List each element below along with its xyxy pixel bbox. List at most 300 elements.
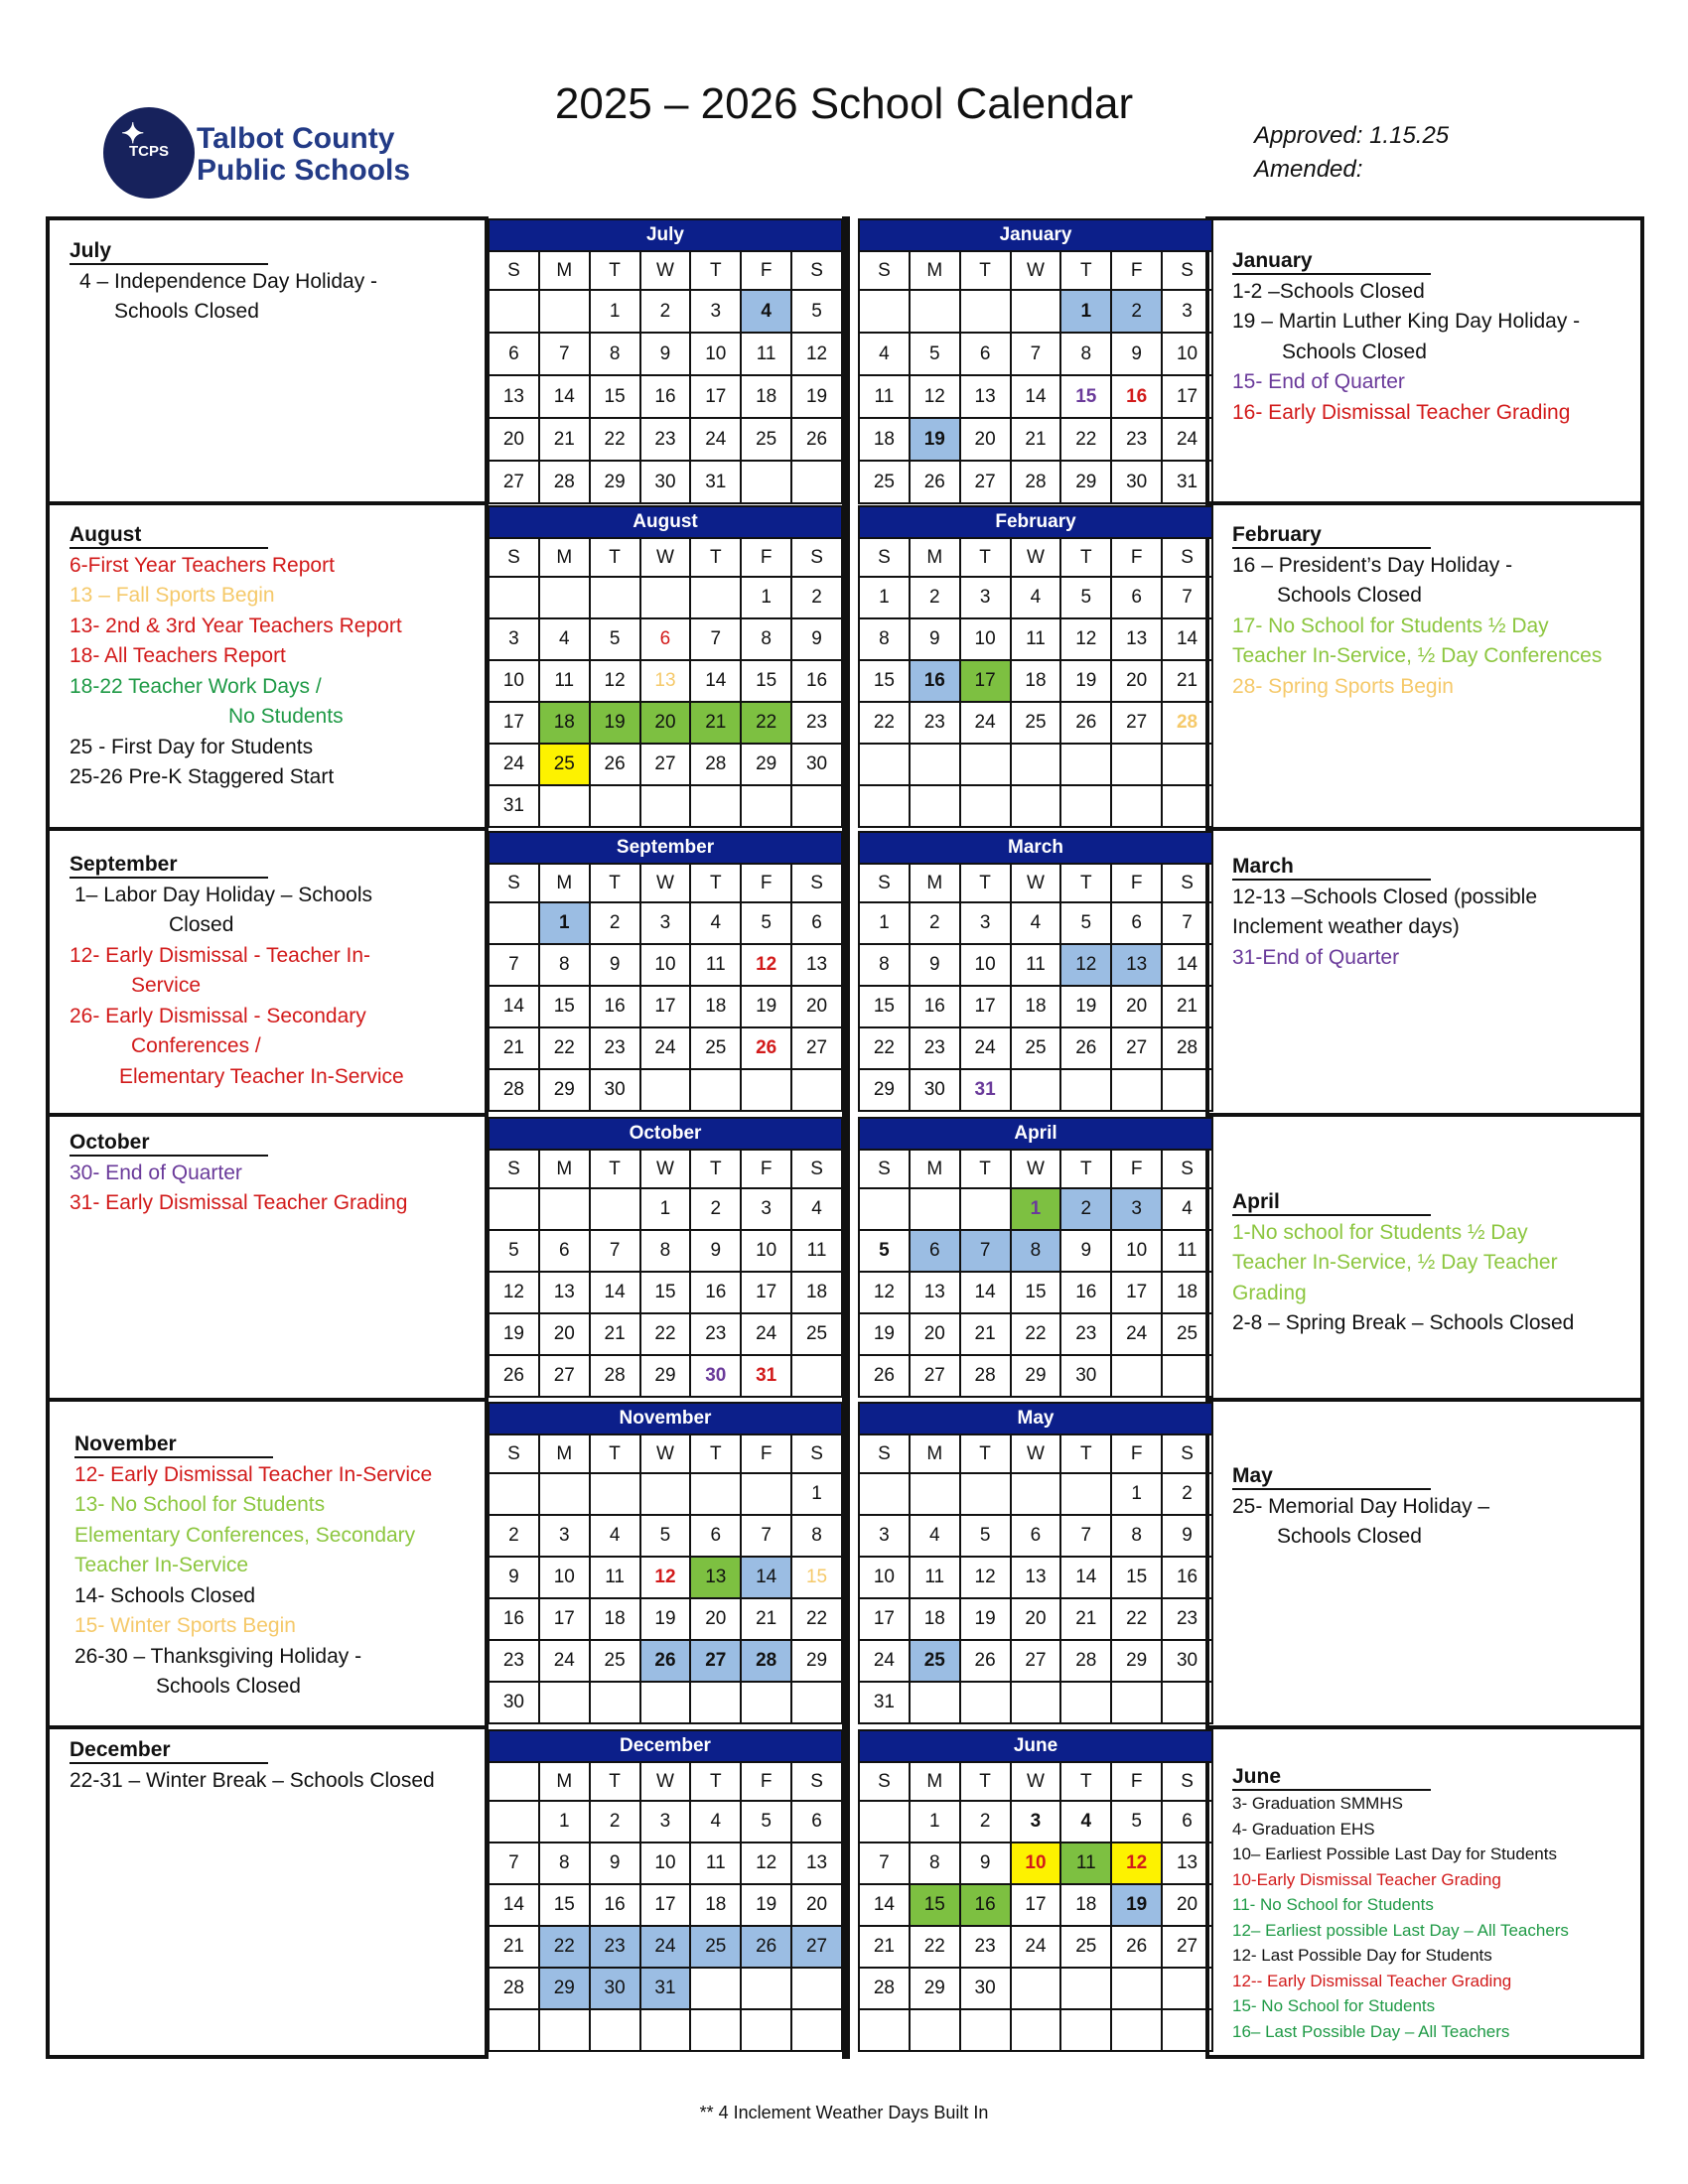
day-cell: 7: [1011, 333, 1061, 375]
day-cell: 28: [960, 1355, 1011, 1397]
day-cell: 30: [590, 1968, 640, 2009]
day-cell: 27: [791, 1926, 842, 1968]
month-header: October: [489, 1118, 842, 1150]
day-cell: 18: [1162, 1272, 1212, 1313]
note-line: 18-22 Teacher Work Days /: [70, 674, 322, 698]
day-cell: 3: [960, 902, 1011, 944]
day-cell: 14: [539, 375, 590, 418]
left-divider: [46, 1398, 489, 1402]
weekday-label: S: [489, 864, 539, 902]
weekday-label: S: [859, 864, 910, 902]
day-cell: 29: [741, 744, 791, 785]
week-row: [859, 2009, 1212, 2051]
day-cell: 6: [791, 1801, 842, 1843]
day-cell: 8: [1011, 1230, 1061, 1272]
empty-cell: [1011, 1682, 1061, 1723]
weekday-label: W: [1011, 1150, 1061, 1188]
empty-cell: [910, 290, 960, 333]
day-cell: 1: [539, 1801, 590, 1843]
empty-cell: [1060, 1473, 1111, 1515]
day-cell: 24: [640, 1027, 691, 1069]
day-cell: 12: [859, 1272, 910, 1313]
empty-cell: [1011, 744, 1061, 785]
note-line: 4 – Independence Day Holiday -: [79, 269, 378, 293]
day-cell: 26: [791, 418, 842, 461]
day-cell: 19: [741, 1884, 791, 1926]
note-august: [70, 520, 402, 793]
week-row: [489, 1557, 842, 1598]
weekday-label: T: [1060, 538, 1111, 577]
day-cell: 2: [791, 577, 842, 618]
weekday-label: F: [1111, 1150, 1162, 1188]
day-cell: 20: [791, 1884, 842, 1926]
week-row: [489, 986, 842, 1027]
note-line: Teacher In-Service, ½ Day Teacher: [1232, 1251, 1558, 1274]
week-row: [859, 1843, 1212, 1884]
empty-cell: [690, 2009, 741, 2051]
weekday-label: F: [1111, 864, 1162, 902]
day-cell: 26: [741, 1926, 791, 1968]
note-december: [70, 1735, 435, 1796]
week-row: [489, 785, 842, 827]
day-cell: 3: [960, 577, 1011, 618]
note-line: 16- Early Dismissal Teacher Grading: [1232, 400, 1571, 424]
weekday-row: [859, 251, 1212, 290]
weekday-label: S: [489, 1434, 539, 1473]
empty-cell: [539, 1473, 590, 1515]
day-cell: 28: [690, 744, 741, 785]
calendar-july: [488, 218, 843, 504]
day-cell: 30: [590, 1069, 640, 1111]
week-row: [859, 986, 1212, 1027]
day-cell: 23: [791, 702, 842, 744]
empty-cell: [1162, 1968, 1212, 2009]
day-cell: 25: [1011, 1027, 1061, 1069]
month-header: February: [859, 506, 1212, 538]
week-row: [859, 1884, 1212, 1926]
day-cell: 22: [910, 1926, 960, 1968]
day-cell: 18: [590, 1598, 640, 1640]
empty-cell: [1011, 785, 1061, 827]
day-cell: 15: [859, 986, 910, 1027]
day-cell: 4: [1011, 577, 1061, 618]
empty-cell: [791, 2009, 842, 2051]
day-cell: 13: [1111, 618, 1162, 660]
note-line: 17- No School for Students ½ Day: [1232, 614, 1549, 637]
day-cell: 9: [1162, 1515, 1212, 1557]
day-cell: 24: [690, 418, 741, 461]
calendar-february: [858, 505, 1213, 828]
week-row: [489, 1843, 842, 1884]
day-cell: 8: [1111, 1515, 1162, 1557]
note-line: 25 - First Day for Students: [70, 735, 314, 758]
right-divider: [1205, 501, 1644, 505]
empty-cell: [1162, 1069, 1212, 1111]
day-cell: 23: [960, 1926, 1011, 1968]
empty-cell: [1162, 1355, 1212, 1397]
day-cell: 26: [859, 1355, 910, 1397]
empty-cell: [741, 1473, 791, 1515]
day-cell: 10: [1162, 333, 1212, 375]
day-cell: 22: [859, 702, 910, 744]
weekday-label: T: [1060, 1762, 1111, 1801]
logo-line2: Public Schools: [197, 154, 411, 187]
week-row: [489, 1884, 842, 1926]
weekday-label: T: [590, 1434, 640, 1473]
weekday-label: F: [741, 1762, 791, 1801]
weekday-label: M: [910, 538, 960, 577]
note-line: 22-31 – Winter Break – Schools Closed: [70, 1768, 435, 1792]
day-cell: 28: [1011, 461, 1061, 503]
day-cell: 30: [960, 1968, 1011, 2009]
day-cell: 2: [1162, 1473, 1212, 1515]
day-cell: 13: [1162, 1843, 1212, 1884]
day-cell: 28: [1060, 1640, 1111, 1682]
week-row: [489, 577, 842, 618]
note-heading: November: [74, 1433, 273, 1458]
day-cell: 20: [791, 986, 842, 1027]
empty-cell: [1111, 1682, 1162, 1723]
day-cell: 1: [1111, 1473, 1162, 1515]
day-cell: 9: [489, 1557, 539, 1598]
day-cell: 19: [640, 1598, 691, 1640]
day-cell: 16: [640, 375, 691, 418]
weekday-label: S: [859, 1150, 910, 1188]
day-cell: 3: [741, 1188, 791, 1230]
note-line: Closed: [169, 913, 234, 936]
empty-cell: [690, 785, 741, 827]
day-cell: 7: [590, 1230, 640, 1272]
month-header: January: [859, 219, 1212, 251]
week-row: [859, 1557, 1212, 1598]
day-cell: 9: [791, 618, 842, 660]
day-cell: 29: [910, 1968, 960, 2009]
day-cell: 15: [741, 660, 791, 702]
weekday-label: M: [539, 538, 590, 577]
calendar-october: [488, 1117, 843, 1398]
day-cell: 12: [1060, 944, 1111, 986]
empty-cell: [859, 1473, 910, 1515]
day-cell: 17: [489, 702, 539, 744]
weekday-label: W: [1011, 1434, 1061, 1473]
day-cell: 8: [1060, 333, 1111, 375]
weekday-label: M: [910, 864, 960, 902]
day-cell: 3: [1162, 290, 1212, 333]
day-cell: 3: [539, 1515, 590, 1557]
day-cell: 30: [489, 1682, 539, 1723]
week-row: [489, 660, 842, 702]
note-line: Elementary Teacher In-Service: [119, 1064, 404, 1088]
empty-cell: [1111, 1968, 1162, 2009]
note-line: Inclement weather days): [1232, 915, 1460, 938]
note-line: 1-2 –Schools Closed: [1232, 279, 1425, 303]
day-cell: 12: [1060, 618, 1111, 660]
day-cell: 19: [1111, 1884, 1162, 1926]
empty-cell: [690, 1069, 741, 1111]
weekday-row: [489, 1762, 842, 1801]
day-cell: 10: [1011, 1843, 1061, 1884]
day-cell: 14: [1011, 375, 1061, 418]
week-row: [489, 1968, 842, 2009]
day-cell: 23: [1111, 418, 1162, 461]
day-cell: 24: [741, 1313, 791, 1355]
note-line: 13 – Fall Sports Begin: [70, 584, 275, 607]
week-row: [489, 333, 842, 375]
weekday-label: F: [741, 1150, 791, 1188]
weekday-label: S: [791, 1150, 842, 1188]
day-cell: 13: [690, 1557, 741, 1598]
week-row: [859, 1682, 1212, 1723]
day-cell: 24: [960, 702, 1011, 744]
month-header: August: [489, 506, 842, 538]
day-cell: 6: [690, 1515, 741, 1557]
day-cell: 9: [960, 1843, 1011, 1884]
note-july: [70, 236, 377, 328]
empty-cell: [590, 2009, 640, 2051]
week-row: [489, 1313, 842, 1355]
day-cell: 25: [590, 1640, 640, 1682]
note-line: 3- Graduation SMMHS: [1232, 1794, 1403, 1813]
day-cell: 20: [1011, 1598, 1061, 1640]
empty-cell: [489, 577, 539, 618]
calendar-december: [488, 1729, 843, 2052]
day-cell: 4: [690, 1801, 741, 1843]
day-cell: 28: [489, 1968, 539, 2009]
day-cell: 1: [1060, 290, 1111, 333]
week-row: [489, 1515, 842, 1557]
day-cell: 24: [859, 1640, 910, 1682]
day-cell: 29: [859, 1069, 910, 1111]
note-line: 26-30 – Thanksgiving Holiday -: [74, 1644, 362, 1668]
week-row: [489, 1682, 842, 1723]
empty-cell: [791, 1355, 842, 1397]
day-cell: 16: [910, 986, 960, 1027]
day-cell: 8: [741, 618, 791, 660]
day-cell: 6: [640, 618, 691, 660]
day-cell: 16: [960, 1884, 1011, 1926]
day-cell: 11: [1011, 944, 1061, 986]
day-cell: 25: [1162, 1313, 1212, 1355]
note-line: 16 – President’s Day Holiday -: [1232, 553, 1513, 577]
weekday-label: T: [690, 251, 741, 290]
weekday-label: S: [1162, 251, 1212, 290]
empty-cell: [791, 1069, 842, 1111]
day-cell: 31: [859, 1682, 910, 1723]
week-row: [859, 1801, 1212, 1843]
weekday-label: W: [1011, 864, 1061, 902]
day-cell: 20: [1111, 660, 1162, 702]
day-cell: 23: [690, 1313, 741, 1355]
day-cell: 17: [960, 660, 1011, 702]
approval-info: [1254, 119, 1449, 187]
day-cell: 20: [690, 1598, 741, 1640]
day-cell: 28: [489, 1069, 539, 1111]
day-cell: 15: [590, 375, 640, 418]
day-cell: 27: [960, 461, 1011, 503]
day-cell: 27: [791, 1027, 842, 1069]
empty-cell: [791, 461, 842, 503]
day-cell: 18: [741, 375, 791, 418]
weekday-label: T: [690, 538, 741, 577]
day-cell: 27: [690, 1640, 741, 1682]
empty-cell: [690, 1473, 741, 1515]
weekday-label: F: [741, 1434, 791, 1473]
week-row: [859, 1515, 1212, 1557]
weekday-row: [859, 1150, 1212, 1188]
note-line: 13- No School for Students: [74, 1493, 326, 1516]
day-cell: 2: [960, 1801, 1011, 1843]
day-cell: 5: [910, 333, 960, 375]
empty-cell: [489, 902, 539, 944]
calendar-november: [488, 1402, 843, 1724]
day-cell: 9: [590, 1843, 640, 1884]
empty-cell: [859, 744, 910, 785]
note-line: 12- Early Dismissal Teacher In-Service: [74, 1462, 433, 1486]
day-cell: 30: [791, 744, 842, 785]
empty-cell: [590, 1188, 640, 1230]
calendar-august: [488, 505, 843, 828]
day-cell: 15: [539, 1884, 590, 1926]
empty-cell: [1111, 1355, 1162, 1397]
week-row: [489, 1069, 842, 1111]
day-cell: 14: [690, 660, 741, 702]
day-cell: 10: [741, 1230, 791, 1272]
day-cell: 18: [1011, 986, 1061, 1027]
day-cell: 9: [590, 944, 640, 986]
day-cell: 5: [1060, 902, 1111, 944]
day-cell: 29: [791, 1640, 842, 1682]
day-cell: 3: [859, 1515, 910, 1557]
day-cell: 4: [910, 1515, 960, 1557]
weekday-label: S: [1162, 1434, 1212, 1473]
note-line: 14- Schools Closed: [74, 1583, 256, 1607]
week-row: [489, 1272, 842, 1313]
day-cell: 15: [910, 1884, 960, 1926]
left-divider: [46, 827, 489, 831]
day-cell: 28: [539, 461, 590, 503]
note-line: 6-First Year Teachers Report: [70, 553, 335, 577]
note-line: 28- Spring Sports Begin: [1232, 674, 1454, 698]
day-cell: 21: [539, 418, 590, 461]
day-cell: 30: [1111, 461, 1162, 503]
empty-cell: [640, 785, 691, 827]
note-november: [74, 1430, 432, 1703]
weekday-label: S: [489, 251, 539, 290]
day-cell: 12: [640, 1557, 691, 1598]
weekday-label: T: [960, 1150, 1011, 1188]
day-cell: 18: [690, 986, 741, 1027]
empty-cell: [1162, 1682, 1212, 1723]
empty-cell: [640, 1473, 691, 1515]
week-row: [489, 1598, 842, 1640]
day-cell: 2: [489, 1515, 539, 1557]
day-cell: 13: [791, 1843, 842, 1884]
note-line: 31-End of Quarter: [1232, 945, 1400, 969]
week-row: [489, 702, 842, 744]
day-cell: 6: [1162, 1801, 1212, 1843]
day-cell: 20: [960, 418, 1011, 461]
day-cell: 5: [859, 1230, 910, 1272]
day-cell: 11: [539, 660, 590, 702]
week-row: [489, 1230, 842, 1272]
empty-cell: [741, 1682, 791, 1723]
weekday-label: W: [640, 251, 691, 290]
day-cell: 2: [590, 902, 640, 944]
weekday-row: [489, 251, 842, 290]
day-cell: 11: [741, 333, 791, 375]
day-cell: 12: [910, 375, 960, 418]
day-cell: 26: [1060, 1027, 1111, 1069]
note-heading: June: [1232, 1765, 1431, 1791]
day-cell: 1: [910, 1801, 960, 1843]
day-cell: 19: [910, 418, 960, 461]
weekday-label: T: [960, 251, 1011, 290]
day-cell: 21: [1011, 418, 1061, 461]
month-header: May: [859, 1403, 1212, 1434]
week-row: [859, 375, 1212, 418]
weekday-label: W: [640, 1150, 691, 1188]
weekday-label: T: [590, 251, 640, 290]
day-cell: 25: [910, 1640, 960, 1682]
empty-cell: [1060, 1968, 1111, 2009]
footnote: ** 4 Inclement Weather Days Built In: [699, 2103, 989, 2122]
day-cell: 26: [489, 1355, 539, 1397]
day-cell: 2: [910, 902, 960, 944]
week-row: [859, 944, 1212, 986]
month-header: March: [859, 832, 1212, 864]
weekday-label: T: [960, 864, 1011, 902]
day-cell: 7: [489, 1843, 539, 1884]
weekday-label: F: [1111, 538, 1162, 577]
note-heading: January: [1232, 249, 1431, 275]
week-row: [859, 1313, 1212, 1355]
empty-cell: [1060, 744, 1111, 785]
empty-cell: [690, 577, 741, 618]
day-cell: 3: [489, 618, 539, 660]
day-cell: 16: [791, 660, 842, 702]
week-row: [859, 702, 1212, 744]
day-cell: 14: [1162, 944, 1212, 986]
day-cell: 8: [791, 1515, 842, 1557]
day-cell: 7: [1162, 577, 1212, 618]
day-cell: 21: [960, 1313, 1011, 1355]
day-cell: 4: [1011, 902, 1061, 944]
note-line: 10-Early Dismissal Teacher Grading: [1232, 1869, 1501, 1889]
day-cell: 20: [640, 702, 691, 744]
week-row: [489, 1640, 842, 1682]
day-cell: 23: [590, 1027, 640, 1069]
week-row: [859, 418, 1212, 461]
day-cell: 20: [489, 418, 539, 461]
day-cell: 11: [690, 944, 741, 986]
day-cell: 13: [791, 944, 842, 986]
day-cell: 25: [1060, 1926, 1111, 1968]
day-cell: 20: [910, 1313, 960, 1355]
weekday-label: T: [690, 864, 741, 902]
weekday-label: F: [1111, 251, 1162, 290]
weekday-label: W: [640, 538, 691, 577]
day-cell: 29: [539, 1968, 590, 2009]
day-cell: 10: [960, 618, 1011, 660]
weekday-label: T: [590, 864, 640, 902]
day-cell: 23: [910, 1027, 960, 1069]
week-row: [859, 577, 1212, 618]
day-cell: 24: [960, 1027, 1011, 1069]
weekday-row: [489, 1150, 842, 1188]
day-cell: 5: [640, 1515, 691, 1557]
day-cell: 17: [741, 1272, 791, 1313]
day-cell: 12: [791, 333, 842, 375]
